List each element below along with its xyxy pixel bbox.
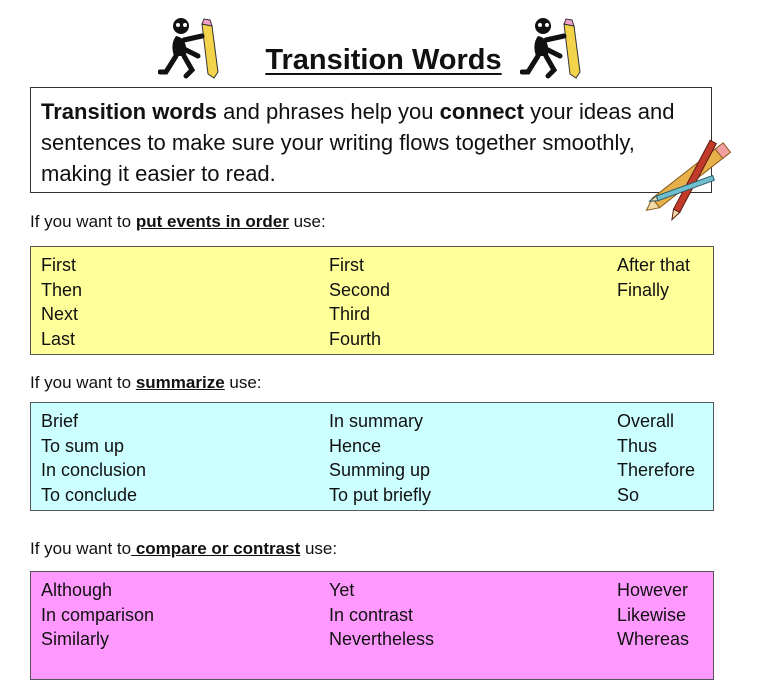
list-item: So xyxy=(617,484,640,505)
page-title-text: Transition Words xyxy=(265,44,502,76)
list-item: To put briefly xyxy=(329,484,432,505)
list-item: Likewise xyxy=(617,604,687,625)
list-item: Thus xyxy=(617,435,658,456)
list-item: In conclusion xyxy=(41,460,147,480)
order-column-1 xyxy=(41,253,82,351)
prompt-summarize-pre: If you want to xyxy=(30,373,136,392)
list-item: Third xyxy=(329,304,371,324)
compare-column-2 xyxy=(329,578,434,652)
list-item: Although xyxy=(41,580,113,600)
intro-text-2: your ideas and sentences to make sure your writing flows together smoothly, making it easier to read. xyxy=(41,99,675,186)
list-item: First xyxy=(41,255,76,275)
list-item: To sum up xyxy=(41,435,125,456)
list-item: However xyxy=(617,580,689,600)
prompt-compare xyxy=(30,539,337,559)
order-word-box xyxy=(30,246,714,355)
prompt-summarize-post: use: xyxy=(224,373,262,392)
list-item: Hence xyxy=(329,435,382,456)
prompt-order-post: use: xyxy=(288,212,326,231)
list-item: Second xyxy=(329,279,391,300)
list-item: Then xyxy=(41,279,83,300)
order-column-3 xyxy=(617,253,690,302)
list-item: Whereas xyxy=(617,629,690,649)
list-item: Brief xyxy=(41,411,79,431)
prompt-compare-post: use: xyxy=(300,539,338,558)
prompt-compare-key: compare or contrast xyxy=(131,539,301,558)
compare-word-box xyxy=(30,571,714,680)
list-item: First xyxy=(329,255,364,275)
pencils-icon xyxy=(642,124,746,230)
intro-box xyxy=(30,87,712,193)
list-item: Overall xyxy=(617,411,675,431)
prompt-summarize-key: summarize xyxy=(135,373,225,392)
list-item: Finally xyxy=(617,279,670,300)
summarize-column-1 xyxy=(41,409,146,507)
list-item: In contrast xyxy=(329,604,414,625)
list-item: Summing up xyxy=(329,460,431,480)
list-item: Fourth xyxy=(329,328,382,349)
prompt-summarize xyxy=(30,373,262,393)
list-item: In summary xyxy=(329,411,424,431)
intro-text-1: and phrases help you xyxy=(217,99,440,124)
intro-bold-transition: Transition words xyxy=(41,99,218,124)
summarize-word-box xyxy=(30,402,714,511)
list-item: Similarly xyxy=(41,629,110,649)
list-item: Next xyxy=(41,304,79,324)
list-item: In comparison xyxy=(41,604,155,625)
prompt-compare-pre: If you want to xyxy=(30,539,132,558)
list-item: Nevertheless xyxy=(329,629,435,649)
order-column-2 xyxy=(329,253,390,351)
page-title xyxy=(0,44,767,77)
intro-bold-connect: connect xyxy=(439,99,524,124)
list-item: Last xyxy=(41,328,76,349)
list-item: To conclude xyxy=(41,484,138,505)
prompt-order-key: put events in order xyxy=(135,212,289,231)
list-item: Therefore xyxy=(617,460,696,480)
summarize-column-3 xyxy=(617,409,695,507)
summarize-column-2 xyxy=(329,409,431,507)
compare-column-1 xyxy=(41,578,154,652)
prompt-order xyxy=(30,212,326,232)
prompt-order-pre: If you want to xyxy=(30,212,136,231)
compare-column-3 xyxy=(617,578,689,652)
list-item: Yet xyxy=(329,580,355,600)
list-item: After that xyxy=(617,255,691,275)
